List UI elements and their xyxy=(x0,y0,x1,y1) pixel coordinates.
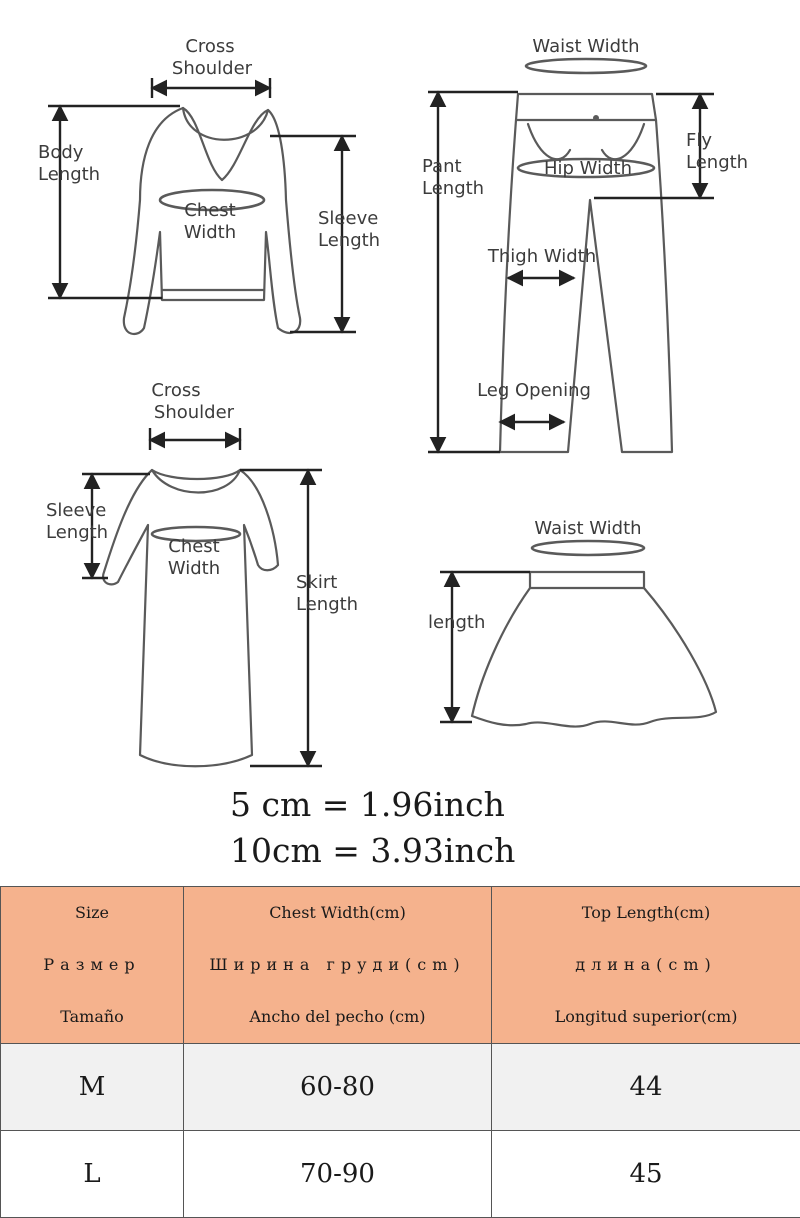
body-length-label: Body xyxy=(38,142,84,163)
sweater-diagram xyxy=(38,36,380,334)
svg-text:Shoulder: Shoulder xyxy=(154,402,235,423)
skirt-length-label-short: length xyxy=(428,612,485,633)
svg-text:Length: Length xyxy=(686,152,748,173)
svg-text:Length: Length xyxy=(296,594,358,615)
conversion-line-1: 5 cm = 1.96inch xyxy=(230,785,505,824)
svg-text:Length: Length xyxy=(46,522,108,543)
header-top-length: Top Length(cm) длина(cm) Longitud superior(cm) xyxy=(492,887,800,1044)
svg-text:Shoulder: Shoulder xyxy=(172,58,253,79)
table-row xyxy=(1,1044,800,1131)
dress-cross-shoulder-label: Cross xyxy=(151,380,200,401)
sleeve-length-label: Sleeve xyxy=(318,208,378,229)
svg-text:Width: Width xyxy=(168,558,220,579)
fly-length-label: Fly xyxy=(686,130,712,151)
skirt-waist-ellipse xyxy=(532,541,644,555)
skirt-diagram xyxy=(428,518,716,727)
pants-diagram xyxy=(422,36,748,452)
skirt-length-label: Skirt xyxy=(296,572,337,593)
table-row xyxy=(1,1131,800,1218)
cell-chest: 70-90 xyxy=(184,1131,492,1218)
size-table xyxy=(0,886,800,1218)
dress-outline xyxy=(103,470,278,766)
pant-length-label: Pant xyxy=(422,156,462,177)
pants-waist-width-label: Waist Width xyxy=(532,36,639,57)
cell-chest: 60-80 xyxy=(184,1044,492,1131)
svg-text:Width: Width xyxy=(184,222,236,243)
table-header-row xyxy=(1,887,800,1044)
chest-width-label: Chest xyxy=(184,200,236,221)
header-size: Size Размер Tamaño xyxy=(1,887,184,1044)
thigh-width-label: Thigh Width xyxy=(487,246,596,267)
dress-sleeve-length-label: Sleeve xyxy=(46,500,106,521)
dress-chest-width-label: Chest xyxy=(168,536,220,557)
header-chest-width: Chest Width(cm) Ширина груди(cm) Ancho del pecho (cm) xyxy=(184,887,492,1044)
pants-waist-ellipse xyxy=(526,59,646,73)
skirt-waist-width-label: Waist Width xyxy=(534,518,641,539)
cell-size: L xyxy=(1,1131,184,1218)
cell-size: M xyxy=(1,1044,184,1131)
cell-length: 44 xyxy=(492,1044,800,1131)
skirt-outline xyxy=(472,572,716,727)
svg-text:Length: Length xyxy=(318,230,380,251)
hip-width-label: Hip Width xyxy=(544,158,632,179)
svg-text:Length: Length xyxy=(422,178,484,199)
leg-opening-label: Leg Opening xyxy=(477,380,591,401)
conversion-line-2: 10cm = 3.93inch xyxy=(230,831,515,870)
dress-diagram xyxy=(46,380,358,766)
cell-length: 45 xyxy=(492,1131,800,1218)
cross-shoulder-label: Cross xyxy=(185,36,234,57)
svg-text:Length: Length xyxy=(38,164,100,185)
